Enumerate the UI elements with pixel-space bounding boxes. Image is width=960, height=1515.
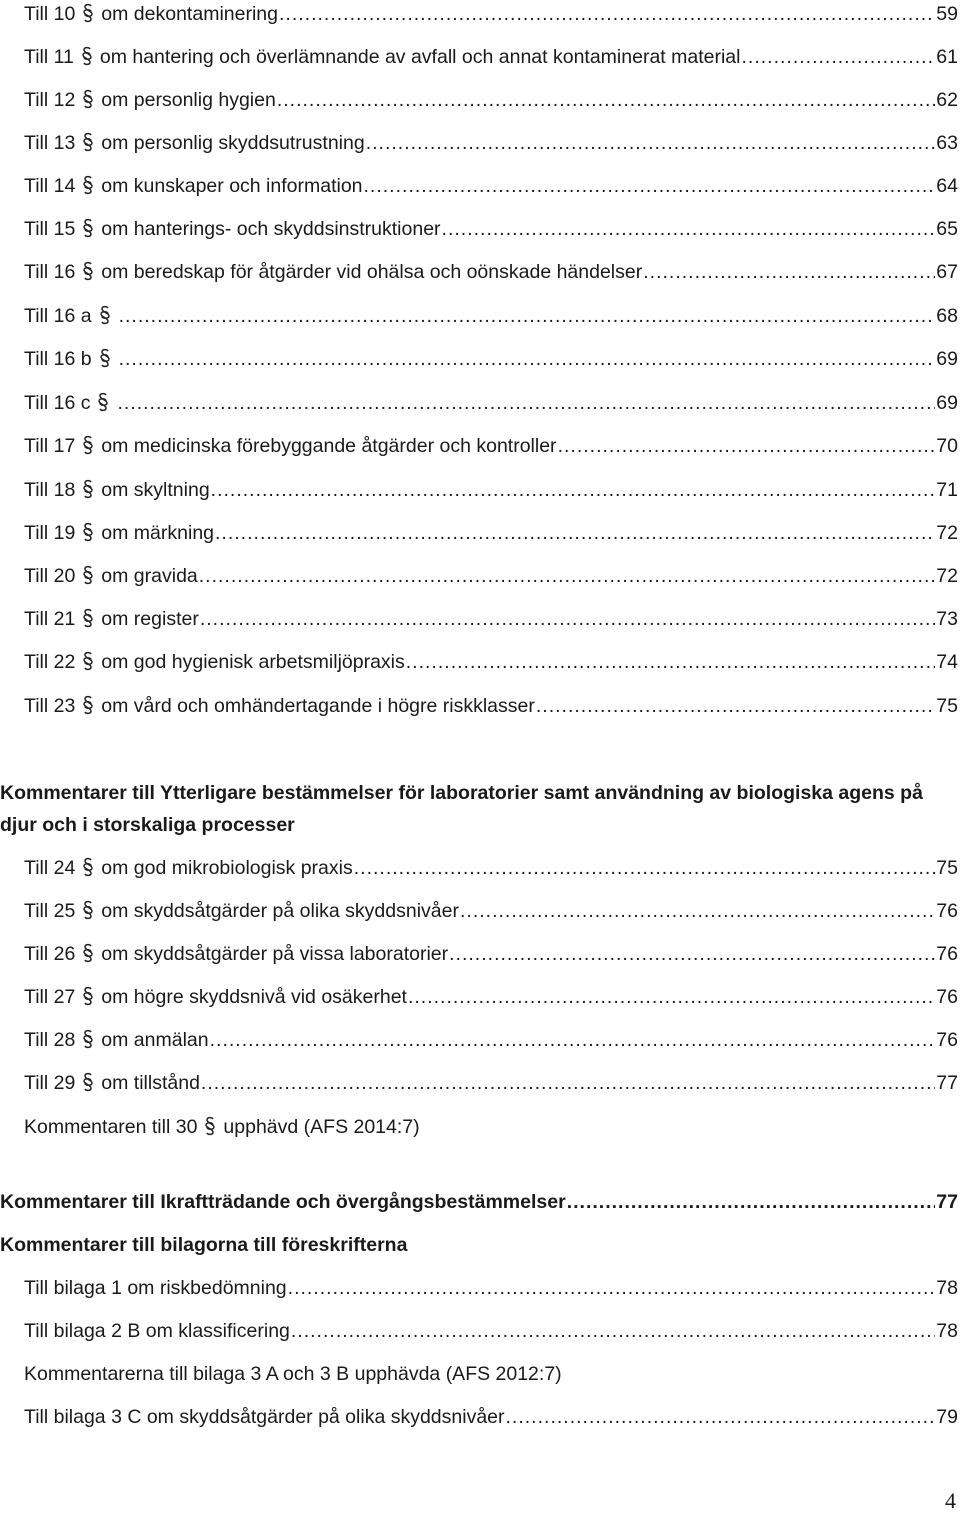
toc-entry[interactable] [24,475,958,505]
entry-prefix: Till 20 [24,565,76,587]
entry-title: om anmälan [101,1029,209,1051]
entry-prefix: Till 16 [24,261,76,283]
section-sign-icon [81,435,95,455]
toc-entry[interactable] [24,1273,958,1303]
section-heading-ikrafttradande[interactable] [0,1186,958,1216]
dot-leader [442,214,936,244]
page-ref: 69 [936,348,958,370]
section-sign-icon [98,348,112,368]
section-sign-icon [81,900,95,920]
section-sign-icon [81,89,95,109]
section-sign-icon [81,565,95,585]
entry-title: om gravida [101,565,198,587]
dot-leader [408,982,935,1012]
section-sign-icon [81,651,95,671]
section-sign-icon [81,1029,95,1049]
page-ref: 67 [936,261,958,283]
entry-prefix: Till 11 [24,46,74,68]
toc-entry[interactable] [24,388,958,418]
dot-leader [558,431,936,461]
page-ref: 74 [936,651,958,673]
dot-leader [119,344,936,374]
page-ref: 77 [936,1191,958,1213]
page-ref: 79 [936,1406,958,1428]
entry-prefix: Till 16 c [24,392,91,414]
toc-entry[interactable] [24,42,958,72]
section-sign-icon [81,943,95,963]
page-ref: 72 [936,565,958,587]
section-sign-icon [203,1116,217,1136]
toc-entry[interactable] [24,1402,958,1432]
entry-prefix: Till 26 [24,943,76,965]
section-sign-icon [81,1072,95,1092]
entry-title: om medicinska förebyggande åtgärder och kontroller [101,435,557,457]
toc-entry[interactable] [24,1025,958,1055]
page-ref: 75 [936,695,958,717]
entry-prefix: Kommentaren till 30 [24,1116,198,1138]
entry-title: om hanterings- och skyddsinstruktioner [101,218,441,240]
toc-entry[interactable] [24,691,958,721]
entry-prefix: Till 29 [24,1072,76,1094]
dot-leader [199,561,936,591]
entry-title: om högre skyddsnivå vid osäkerhet [101,986,407,1008]
toc-entry[interactable] [24,1316,958,1346]
dot-leader [119,301,936,331]
section-sign-icon [96,392,110,412]
toc-entry[interactable] [24,939,958,969]
entry-prefix: Till 18 [24,479,76,501]
entry-title: om beredskap för åtgärder vid ohälsa och oönskade händelser [101,261,643,283]
section-sign-icon [98,305,112,325]
section-sign-icon [81,3,95,23]
toc-entry[interactable] [24,344,958,374]
entry-prefix: Till 19 [24,522,76,544]
dot-leader [364,171,936,201]
page-number: 4 [945,1488,956,1513]
section-sign-icon [81,175,95,195]
dot-leader [354,853,936,883]
toc-entry[interactable] [24,171,958,201]
dot-leader [279,0,935,29]
dot-leader [211,475,936,505]
dot-leader [201,1068,935,1098]
entry-prefix: Till 27 [24,986,76,1008]
dot-leader [288,1273,936,1303]
page-ref: 68 [936,305,958,327]
dot-leader [449,939,935,969]
page-ref: 76 [936,943,958,965]
entry-title: om register [101,608,199,630]
entry-title: upphävd (AFS 2014:7) [223,1116,420,1138]
page-ref: 64 [936,175,958,197]
toc-entry[interactable] [24,301,958,331]
toc-entry[interactable] [24,561,958,591]
section-sign-icon [81,857,95,877]
entry-prefix: Till 15 [24,218,76,240]
entry-title: om god hygienisk arbetsmiljöpraxis [101,651,405,673]
page-ref: 65 [936,218,958,240]
entry-prefix: Till 16 b [24,348,92,370]
dot-leader [643,257,935,287]
toc-entry[interactable] [24,1068,958,1098]
dot-leader [366,128,936,158]
toc-entry[interactable] [24,431,958,461]
toc-entry[interactable] [24,896,958,926]
toc-entry[interactable] [24,853,958,883]
entry-title: Till bilaga 1 om riskbedömning [24,1277,287,1299]
entry-title: om skyddsåtgärder på olika skyddsnivåer [101,900,459,922]
section-sign-icon [81,986,95,1006]
page-ref: 63 [936,132,958,154]
entry-title: om vård och omhändertagande i högre riskklasser [101,695,535,717]
page-ref: 77 [936,1072,958,1094]
section-sign-icon [81,261,95,281]
entry-prefix: Till 28 [24,1029,76,1051]
entry-title: om personlig skyddsutrustning [101,132,365,154]
entry-title: om dekontaminering [101,3,278,25]
toc-entry[interactable] [24,518,958,548]
section-sign-icon [80,46,94,66]
page-ref: 61 [936,46,958,68]
entry-title: Till bilaga 3 C om skyddsåtgärder på olika skyddsnivåer [24,1406,505,1428]
entry-title: om personlig hygien [101,89,276,111]
entry-title: om skyddsåtgärder på vissa laboratorier [101,943,449,965]
toc-entry-repealed-bilaga3[interactable] [24,1359,958,1389]
entry-prefix: Till 25 [24,900,76,922]
toc-entry[interactable] [24,647,958,677]
page-ref: 76 [936,1029,958,1051]
entry-title: om märkning [101,522,215,544]
section-sign-icon [81,695,95,715]
page-ref: 78 [936,1320,958,1342]
page-ref: 73 [936,608,958,630]
page-ref: 72 [936,522,958,544]
entry-prefix: Till 10 [24,3,76,25]
toc-entry[interactable] [24,982,958,1012]
section-heading-bilagor[interactable]: Kommentarer till bilagorna till föreskrifterna [0,1234,408,1256]
dot-leader [536,691,935,721]
page-ref: 69 [936,392,958,414]
page-ref: 75 [936,857,958,879]
dot-leader [277,85,935,115]
entry-title: om tillstånd [101,1072,200,1094]
entry-prefix: Till 14 [24,175,76,197]
dot-leader [210,1025,936,1055]
page-ref: 62 [936,89,958,111]
dot-leader [117,388,935,418]
entry-prefix: Till 17 [24,435,76,457]
section-heading-laboratorier[interactable]: Kommentarer till Ytterligare bestämmelser för laboratorier samt användning av biologiska agens på djur och i storskaliga processer [0,782,923,836]
page-ref: 76 [936,900,958,922]
dot-leader [406,647,936,677]
dot-leader [741,42,935,72]
entry-title: om hantering och överlämnande av avfall och annat kontaminerat material [99,46,741,68]
entry-title: om skyltning [101,479,210,501]
entry-prefix: Till 22 [24,651,76,673]
entry-prefix: Till 24 [24,857,76,879]
toc-entry[interactable] [24,0,958,29]
toc-entry[interactable] [24,128,958,158]
dot-leader [460,896,935,926]
dot-leader [567,1186,936,1218]
toc-entry-repealed-30[interactable] [24,1112,958,1142]
entry-prefix: Till 12 [24,89,76,111]
entry-prefix: Till 13 [24,132,76,154]
entry-title: om kunskaper och information [101,175,363,197]
dot-leader [291,1316,935,1346]
dot-leader [200,604,935,634]
toc-entry[interactable] [24,257,958,287]
page-ref: 78 [936,1277,958,1299]
toc-entry[interactable] [24,604,958,634]
entry-title: om god mikrobiologisk praxis [101,857,353,879]
page-ref: 59 [936,3,958,25]
entry-prefix: Till 16 a [24,305,92,327]
dot-leader [215,518,935,548]
page-ref: 70 [936,435,958,457]
page-ref: 71 [936,479,958,501]
entry-prefix: Till 23 [24,695,76,717]
section-sign-icon [81,608,95,628]
section-sign-icon [81,522,95,542]
section-title: Kommentarer till Ikraftträdande och övergångsbestämmelser [0,1191,566,1213]
dot-leader [506,1402,936,1432]
toc-entry[interactable] [24,85,958,115]
toc-entry[interactable] [24,214,958,244]
entry-title: Till bilaga 2 B om klassificering [24,1320,290,1342]
section-sign-icon [81,132,95,152]
entry-title: Kommentarerna till bilaga 3 A och 3 B upphävda (AFS 2012:7) [24,1363,562,1385]
entry-prefix: Till 21 [24,608,76,630]
section-sign-icon [81,218,95,238]
section-sign-icon [81,479,95,499]
page-ref: 76 [936,986,958,1008]
